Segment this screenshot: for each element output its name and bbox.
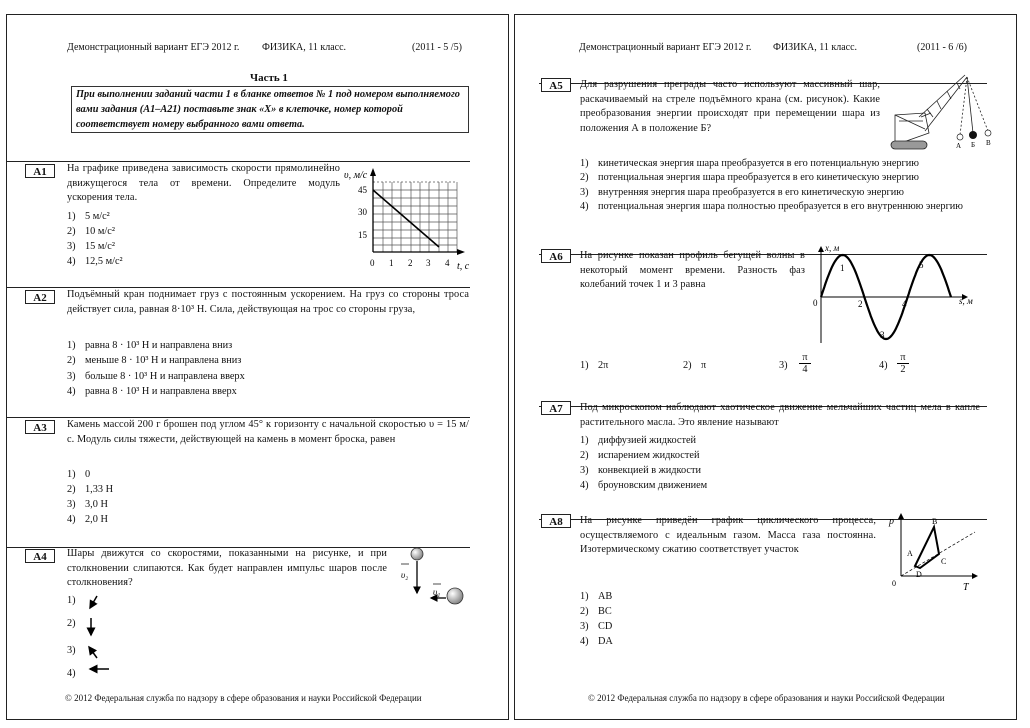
a5-option-2[interactable]: 2) потенциальная энергия шара преобразуется в его кинетическую энергию <box>580 172 919 183</box>
a8-cycle-path <box>915 527 939 568</box>
svg-text:В: В <box>932 517 938 526</box>
a8-y-axis-label: p <box>889 516 894 527</box>
a3-option-3[interactable]: 3) 3,0 Н <box>67 499 108 510</box>
instruction-box: При выполнении заданий части 1 в бланке ответов № 1 под номером выполняемого вами задания (А1–А21) поставьте знак «Х» в клеточке, номер которой соответствует номеру выбранного вами ответа. <box>71 86 469 133</box>
header-page: (2011 - 6 /6) <box>917 42 967 53</box>
a6-option-4-fraction: π 2 <box>897 352 909 375</box>
a5-crane-figure <box>885 73 997 155</box>
svg-text:Б: Б <box>971 141 976 149</box>
svg-text:А: А <box>956 142 962 150</box>
ball-position-c <box>985 130 991 136</box>
a1-y-tick: 45 <box>358 185 367 195</box>
a1-option-4[interactable]: 4) 12,5 м/с² <box>67 256 123 267</box>
a1-y-tick: 30 <box>358 207 367 217</box>
task-label-a2: А2 <box>25 290 55 304</box>
a1-option-3[interactable]: 3) 15 м/с² <box>67 241 115 252</box>
a5-option-1[interactable]: 1) кинетическая энергия шара преобразуется в его потенциальную энергию <box>580 158 919 169</box>
a6-text: На рисунке показан профиль бегущей волны в некоторый момент времени. Разность фаз колебаний точек 1 и 3 равна <box>580 250 805 290</box>
a8-option-4[interactable]: 4) DA <box>580 636 613 647</box>
a5-option-4[interactable]: 4) потенциальная энергия шара полностью преобразуется в его внутреннюю энергию <box>580 201 963 212</box>
v2-label: υ₂ <box>401 570 409 580</box>
arrow-up-left-icon <box>89 647 97 658</box>
a1-x-tick: 2 <box>408 258 413 268</box>
a3-option-4[interactable]: 4) 2,0 Н <box>67 514 108 525</box>
task-label-a7: А7 <box>541 401 571 415</box>
a7-option-1[interactable]: 1) диффузией жидкостей <box>580 435 697 446</box>
a8-option-1[interactable]: 1) АВ <box>580 591 613 602</box>
svg-text:А: А <box>907 549 913 558</box>
svg-text:В: В <box>986 139 991 147</box>
point-5-label: 5 <box>919 260 924 270</box>
svg-text:D: D <box>916 570 922 579</box>
a7-option-2[interactable]: 2) испарением жидкостей <box>580 450 700 461</box>
a8-cycle-graph <box>887 510 983 592</box>
a6-y-axis-label: x, м <box>825 243 840 253</box>
a1-y-tick: 15 <box>358 230 367 240</box>
a1-option-2[interactable]: 2) 10 м/с² <box>67 226 115 237</box>
a1-x-axis-label: t, с <box>457 261 470 272</box>
a6-option-3-fraction: π 4 <box>799 352 811 375</box>
ball-small-icon <box>411 548 423 560</box>
a2-option-4[interactable]: 4) равна 8 · 10³ Н и направлена вверх <box>67 386 237 397</box>
a3-text: Камень массой 200 г брошен под углом 45° к горизонту с начальной скоростью υ = 15 м/с. Модуль силы тяжести, действующей на камень в момент броска, равен <box>67 419 469 445</box>
a2-text: Подъёмный кран поднимает груз с постоянным ускорением. На груз со стороны троса действует сила, равная 8·10³ Н. Сила, действующая на трос со стороны груза, <box>67 289 469 315</box>
a4-option-4[interactable]: 4) <box>67 668 76 679</box>
task-label-a1: А1 <box>25 164 55 178</box>
a7-text: Под микроскопом наблюдают хаотическое движение мельчайших частиц мела в капле растительного масла. Это явление называют <box>580 402 980 428</box>
a3-option-2[interactable]: 2) 1,33 Н <box>67 484 114 495</box>
a5-text: Для разрушения преграды часто используют массивный шар, раскачиваемый на стреле подъёмного крана (см. рисунок). Какие преобразования энергии происходят при перемещении шара из положения А в положение Б? <box>580 79 880 134</box>
a5-option-3[interactable]: 3) внутренняя энергия шара преобразуется в его кинетическую энергию <box>580 187 904 198</box>
a8-option-3[interactable]: 3) CD <box>580 621 613 632</box>
svg-text:0: 0 <box>892 579 896 588</box>
a6-x-axis-label: s, м <box>959 296 973 306</box>
a1-option-1[interactable]: 1) 5 м/с² <box>67 211 110 222</box>
task-label-a3: А3 <box>25 420 55 434</box>
part-title: Часть 1 <box>250 72 288 84</box>
footer-copyright: © 2012 Федеральная служба по надзору в сфере образования и науки Российской Федерации <box>65 693 422 703</box>
a1-x-tick: 4 <box>445 258 450 268</box>
a1-y-axis-label: υ, м/с <box>344 170 368 181</box>
svg-text:С: С <box>941 557 947 566</box>
a4-balls-figure <box>395 545 467 611</box>
task-label-a8: А8 <box>541 514 571 528</box>
a6-option-4[interactable]: 4) <box>879 360 888 371</box>
svg-text:2: 2 <box>858 299 863 309</box>
a6-wave-graph <box>807 243 987 349</box>
a6-option-3[interactable]: 3) <box>779 360 788 371</box>
task-label-a5: А5 <box>541 78 571 92</box>
a1-velocity-graph <box>339 164 469 276</box>
a6-option-1[interactable]: 1) 2π <box>580 360 609 371</box>
a3-option-1[interactable]: 1) 0 <box>67 469 91 480</box>
point-3-label: 3 <box>880 330 885 340</box>
header-title: Демонстрационный вариант ЕГЭ 2012 г. <box>579 42 752 53</box>
task-label-a6: А6 <box>541 249 571 263</box>
left-page <box>6 14 509 720</box>
ball-large-icon <box>447 588 463 604</box>
a1-text: На графике приведена зависимость скорости прямолинейно движущегося тела от времени. Определите модуль ускорения тела. <box>67 163 340 203</box>
point-1-label: 1 <box>840 263 845 273</box>
header-page: (2011 - 5 /5) <box>412 42 462 53</box>
header-subject: ФИЗИКА, 11 класс. <box>262 42 347 53</box>
a4-option-1[interactable]: 1) <box>67 595 76 606</box>
a4-text: Шары движутся со скоростями, показанными на рисунке, и при столкновении слипаются. Как будет направлен импульс шаров после столкновения? <box>67 548 387 588</box>
a8-option-2[interactable]: 2) ВС <box>580 606 612 617</box>
svg-text:4: 4 <box>902 299 907 309</box>
header-title: Демонстрационный вариант ЕГЭ 2012 г. <box>67 42 240 53</box>
a6-option-2[interactable]: 2) π <box>683 360 707 371</box>
a1-x-tick: 3 <box>426 258 431 268</box>
a1-x-tick: 0 <box>370 258 375 268</box>
ball-position-b <box>969 131 977 139</box>
a2-option-1[interactable]: 1) равна 8 · 10³ Н и направлена вниз <box>67 340 233 351</box>
ball-position-a <box>957 134 963 140</box>
v1-label: υ₁ <box>433 587 441 597</box>
a4-answer-arrows <box>83 590 123 680</box>
a2-option-3[interactable]: 3) больше 8 · 10³ Н и направлена вверх <box>67 371 245 382</box>
a7-option-3[interactable]: 3) конвекцией в жидкости <box>580 465 701 476</box>
svg-text:0: 0 <box>813 298 818 308</box>
a4-option-3[interactable]: 3) <box>67 645 76 656</box>
a4-option-2[interactable]: 2) <box>67 618 76 629</box>
a8-text: На рисунке приведён график циклического процесса, осуществляемого с идеальным газом. Масса газа постоянна. Изотермическому сжатию соответствует участок <box>580 515 876 555</box>
footer-copyright: © 2012 Федеральная служба по надзору в сфере образования и науки Российской Федерации <box>588 693 945 703</box>
arrow-down-left-icon <box>90 596 97 608</box>
a8-x-axis-label: T <box>963 582 969 593</box>
task-label-a4: А4 <box>25 549 55 563</box>
a1-x-tick: 1 <box>389 258 394 268</box>
a7-option-4[interactable]: 4) броуновским движением <box>580 480 708 491</box>
a2-option-2[interactable]: 2) меньше 8 · 10³ Н и направлена вниз <box>67 355 242 366</box>
right-page <box>514 14 1017 720</box>
header-subject: ФИЗИКА, 11 класс. <box>773 42 858 53</box>
